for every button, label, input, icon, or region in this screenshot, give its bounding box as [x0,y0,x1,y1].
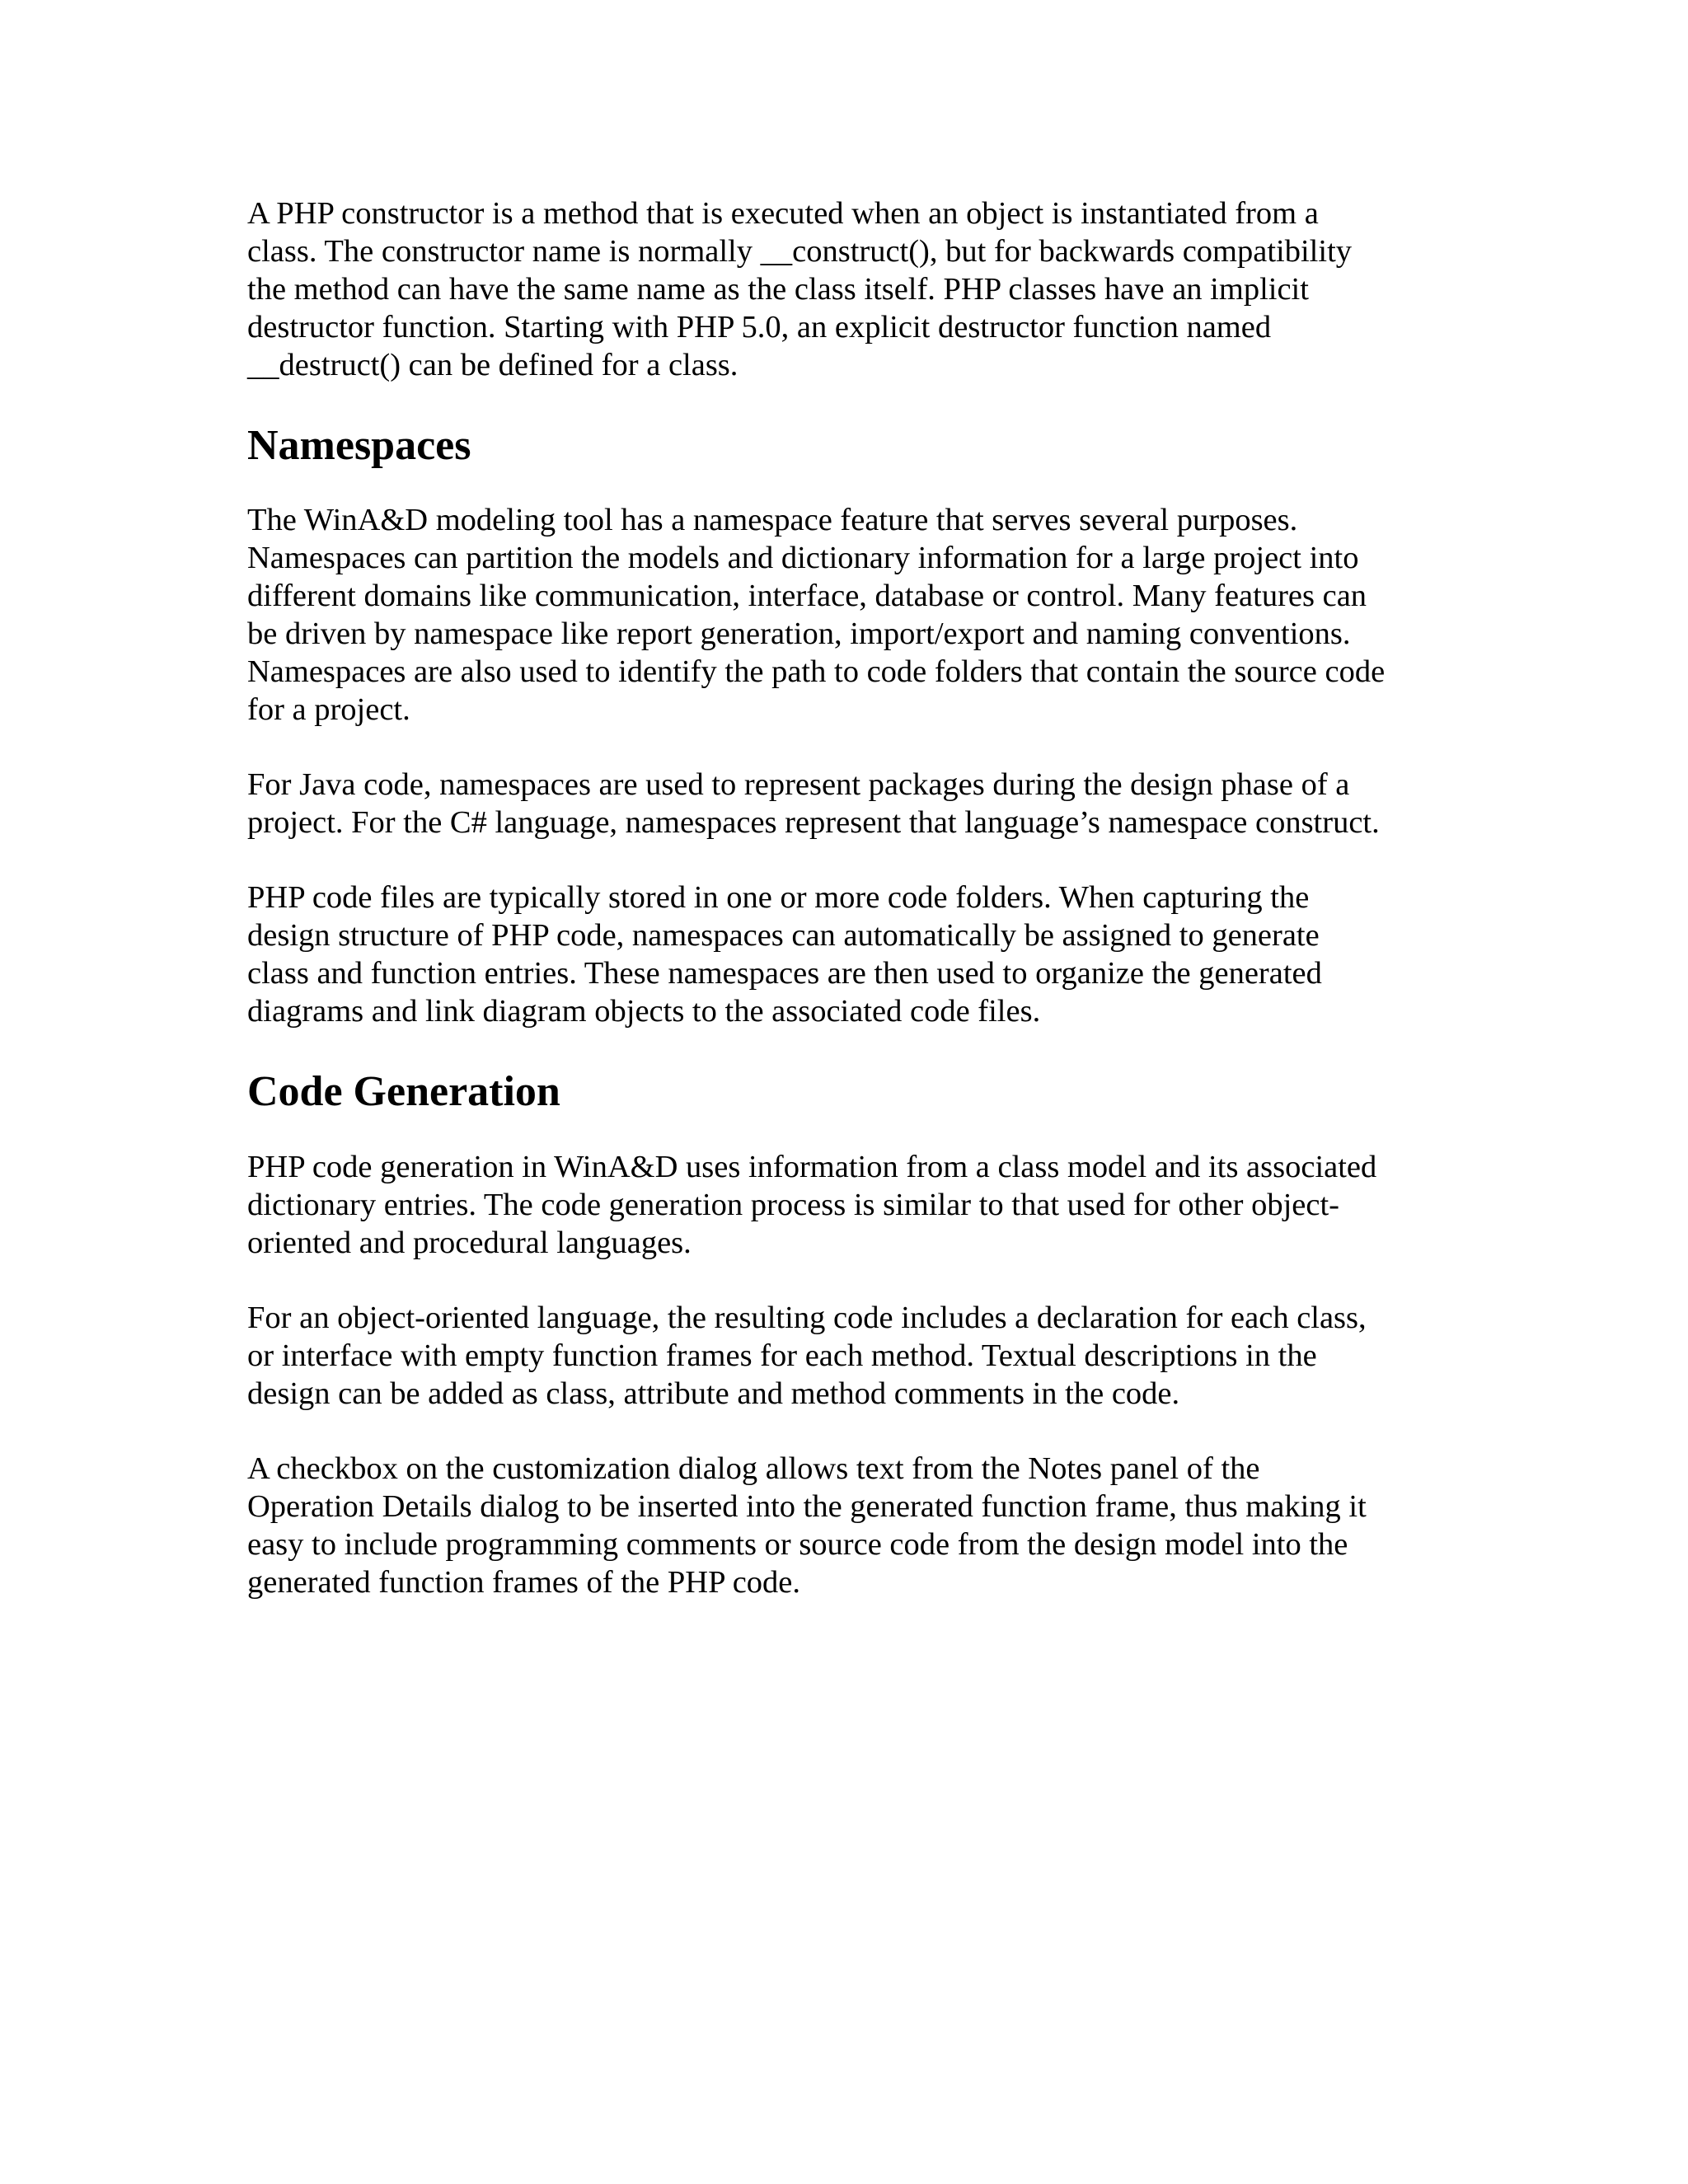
text-line: or interface with empty function frames for each method. Textual descriptions in the [247,1338,1317,1373]
text-line: __destruct() can be defined for a class. [247,348,738,382]
namespaces-paragraph-2 [247,766,1484,841]
text-line: easy to include programming comments or source code from the design model into the [247,1527,1348,1562]
text-line: PHP code files are typically stored in one or more code folders. When capturing the [247,880,1310,915]
text-line: diagrams and link diagram objects to the associated code files. [247,994,1041,1029]
text-line: Operation Details dialog to be inserted into the generated function frame, thus making it [247,1489,1367,1524]
text-line: the method can have the same name as the class itself. PHP classes have an implicit [247,272,1309,307]
document-page [247,194,1484,1638]
codegen-paragraph-2 [247,1299,1484,1413]
namespaces-paragraph-3 [247,879,1484,1030]
text-line: oriented and procedural languages. [247,1226,692,1260]
text-line: The WinA&D modeling tool has a namespace feature that serves several purposes. [247,503,1298,537]
text-line: destructor function. Starting with PHP 5.0, an explicit destructor function named [247,310,1272,344]
text-line: project. For the C# language, namespaces represent that language’s namespace construct. [247,805,1380,840]
text-line: generated function frames of the PHP code. [247,1565,801,1600]
text-line: different domains like communication, interface, database or control. Many features can [247,579,1367,613]
text-line: A checkbox on the customization dialog allows text from the Notes panel of the [247,1451,1260,1486]
text-line: PHP code generation in WinA&D uses information from a class model and its associated [247,1150,1377,1184]
section-heading-code-generation: Code Generation [247,1068,560,1115]
text-line: for a project. [247,692,410,727]
text-line: design structure of PHP code, namespaces can automatically be assigned to generate [247,918,1320,953]
namespaces-paragraph-1 [247,501,1484,729]
text-line: Namespaces can partition the models and dictionary information for a large project into [247,541,1359,575]
text-line: Namespaces are also used to identify the path to code folders that contain the source code [247,654,1386,689]
section-heading-namespaces: Namespaces [247,422,471,469]
text-line: class and function entries. These namespaces are then used to organize the generated [247,956,1322,991]
text-line: design can be added as class, attribute and method comments in the code. [247,1376,1180,1411]
text-line: be driven by namespace like report generation, import/export and naming conventions. [247,616,1351,651]
codegen-paragraph-1 [247,1148,1484,1262]
text-line: For an object-oriented language, the resulting code includes a declaration for each class, [247,1301,1367,1335]
text-line: class. The constructor name is normally __construct(), but for backwards compatibility [247,234,1353,269]
text-line: dictionary entries. The code generation process is similar to that used for other object- [247,1188,1339,1222]
codegen-paragraph-3 [247,1450,1484,1601]
intro-paragraph [247,194,1484,384]
text-line: For Java code, namespaces are used to represent packages during the design phase of a [247,767,1350,802]
text-line: A PHP constructor is a method that is executed when an object is instantiated from a [247,196,1319,231]
